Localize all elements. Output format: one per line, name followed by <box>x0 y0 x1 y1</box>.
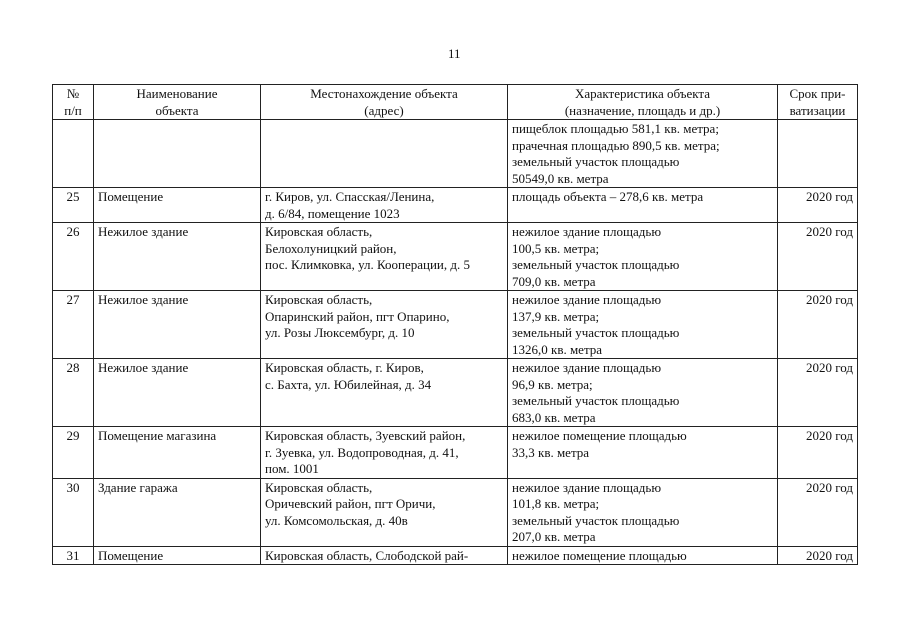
table-row <box>53 120 858 188</box>
table-row <box>53 188 858 223</box>
page-number: 11 <box>448 46 461 61</box>
characteristic-line: площадь объекта – 278,6 кв. метра <box>512 189 704 204</box>
table-row <box>53 478 858 546</box>
address-line: пос. Климковка, ул. Кооперации, д. 5 <box>265 257 470 272</box>
cell-characteristic <box>508 188 778 223</box>
header-characteristic: Характеристика объекта (назначение, площадь и др.) <box>508 85 778 120</box>
table-row <box>53 223 858 291</box>
characteristic-line: земельный участок площадью <box>512 154 680 169</box>
cell-characteristic <box>508 427 778 479</box>
cell-characteristic <box>508 223 778 291</box>
characteristic-line: земельный участок площадью <box>512 393 680 408</box>
characteristic-line: 709,0 кв. метра <box>512 273 596 289</box>
cell-name: Нежилое здание <box>94 359 261 427</box>
address-line: ул. Комсомольская, д. 40в <box>265 512 408 528</box>
cell-name: Здание гаража <box>94 478 261 546</box>
characteristic-line: нежилое здание площадью <box>512 224 662 239</box>
address-line: Кировская область, <box>265 224 373 239</box>
characteristic-line: 207,0 кв. метра <box>512 529 596 544</box>
cell-term: 2020 год <box>778 188 858 223</box>
cell-num: 31 <box>53 546 94 565</box>
address-line: г. Киров, ул. Спасская/Ленина, <box>265 189 435 204</box>
cell-name <box>94 120 261 188</box>
address-line: Кировская область, Зуевский район, <box>265 428 466 443</box>
characteristic-line: 683,0 кв. метра <box>512 409 596 425</box>
address-line: Кировская область, <box>265 292 373 307</box>
cell-characteristic <box>508 359 778 427</box>
table-row <box>53 359 858 427</box>
cell-num: 28 <box>53 359 94 427</box>
address-line: Кировская область, г. Киров, <box>265 360 424 375</box>
characteristic-line: земельный участок площадью <box>512 257 680 272</box>
cell-characteristic <box>508 478 778 546</box>
cell-address <box>261 427 508 479</box>
characteristic-line: 1326,0 кв. метра <box>512 341 603 357</box>
characteristic-line: 100,5 кв. метра; <box>512 240 600 256</box>
characteristic-line: нежилое здание площадью <box>512 360 662 375</box>
characteristic-line: нежилое помещение площадью <box>512 428 687 443</box>
header-num: № п/п <box>53 85 94 120</box>
characteristic-line: 137,9 кв. метра; <box>512 308 600 324</box>
address-line: Оричевский район, пгт Оричи, <box>265 496 436 511</box>
cell-term: 2020 год <box>778 427 858 479</box>
address-line: ул. Розы Люксембург, д. 10 <box>265 325 415 340</box>
cell-address <box>261 478 508 546</box>
cell-address <box>261 546 508 565</box>
characteristic-line: 33,3 кв. метра <box>512 444 590 460</box>
cell-name: Нежилое здание <box>94 291 261 359</box>
header-address: Местонахождение объекта (адрес) <box>261 85 508 120</box>
address-line: Белохолуницкий район, <box>265 240 397 256</box>
table-row <box>53 546 858 565</box>
cell-num: 30 <box>53 478 94 546</box>
privatization-table <box>52 84 858 565</box>
characteristic-line: 50549,0 кв. метра <box>512 170 609 186</box>
cell-term: 2020 год <box>778 291 858 359</box>
cell-characteristic <box>508 546 778 565</box>
address-line: д. 6/84, помещение 1023 <box>265 205 400 221</box>
cell-term: 2020 год <box>778 359 858 427</box>
characteristic-line: земельный участок площадью <box>512 325 680 340</box>
cell-name: Помещение магазина <box>94 427 261 479</box>
cell-term: 2020 год <box>778 546 858 565</box>
cell-term: 2020 год <box>778 478 858 546</box>
address-line: Кировская область, Слободской рай- <box>265 547 469 563</box>
cell-address <box>261 291 508 359</box>
cell-name: Помещение <box>94 546 261 565</box>
address-line: Опаринский район, пгт Опарино, <box>265 308 450 324</box>
table-row <box>53 291 858 359</box>
characteristic-line: нежилое здание площадью <box>512 479 662 495</box>
cell-address <box>261 120 508 188</box>
cell-num <box>53 120 94 188</box>
table-row <box>53 427 858 479</box>
header-term: Срок при- ватизации <box>778 85 858 120</box>
characteristic-line: прачечная площадью 890,5 кв. метра; <box>512 137 720 153</box>
cell-characteristic <box>508 291 778 359</box>
header-name: Наименование объекта <box>94 85 261 120</box>
table-header-row <box>53 85 858 120</box>
cell-address <box>261 223 508 291</box>
address-line: с. Бахта, ул. Юбилейная, д. 34 <box>265 376 432 392</box>
cell-num: 26 <box>53 223 94 291</box>
cell-address <box>261 188 508 223</box>
address-line: пом. 1001 <box>265 461 319 476</box>
cell-term: 2020 год <box>778 223 858 291</box>
characteristic-line: пищеблок площадью 581,1 кв. метра; <box>512 121 719 136</box>
cell-num: 29 <box>53 427 94 479</box>
characteristic-line: нежилое здание площадью <box>512 292 662 307</box>
cell-characteristic <box>508 120 778 188</box>
cell-name: Нежилое здание <box>94 223 261 291</box>
cell-num: 27 <box>53 291 94 359</box>
cell-address <box>261 359 508 427</box>
cell-term <box>778 120 858 188</box>
address-line: г. Зуевка, ул. Водопроводная, д. 41, <box>265 444 459 460</box>
characteristic-line: земельный участок площадью <box>512 512 680 528</box>
characteristic-line: 96,9 кв. метра; <box>512 376 593 392</box>
cell-num: 25 <box>53 188 94 223</box>
cell-name: Помещение <box>94 188 261 223</box>
characteristic-line: нежилое помещение площадью <box>512 547 687 563</box>
characteristic-line: 101,8 кв. метра; <box>512 496 600 511</box>
address-line: Кировская область, <box>265 479 373 495</box>
